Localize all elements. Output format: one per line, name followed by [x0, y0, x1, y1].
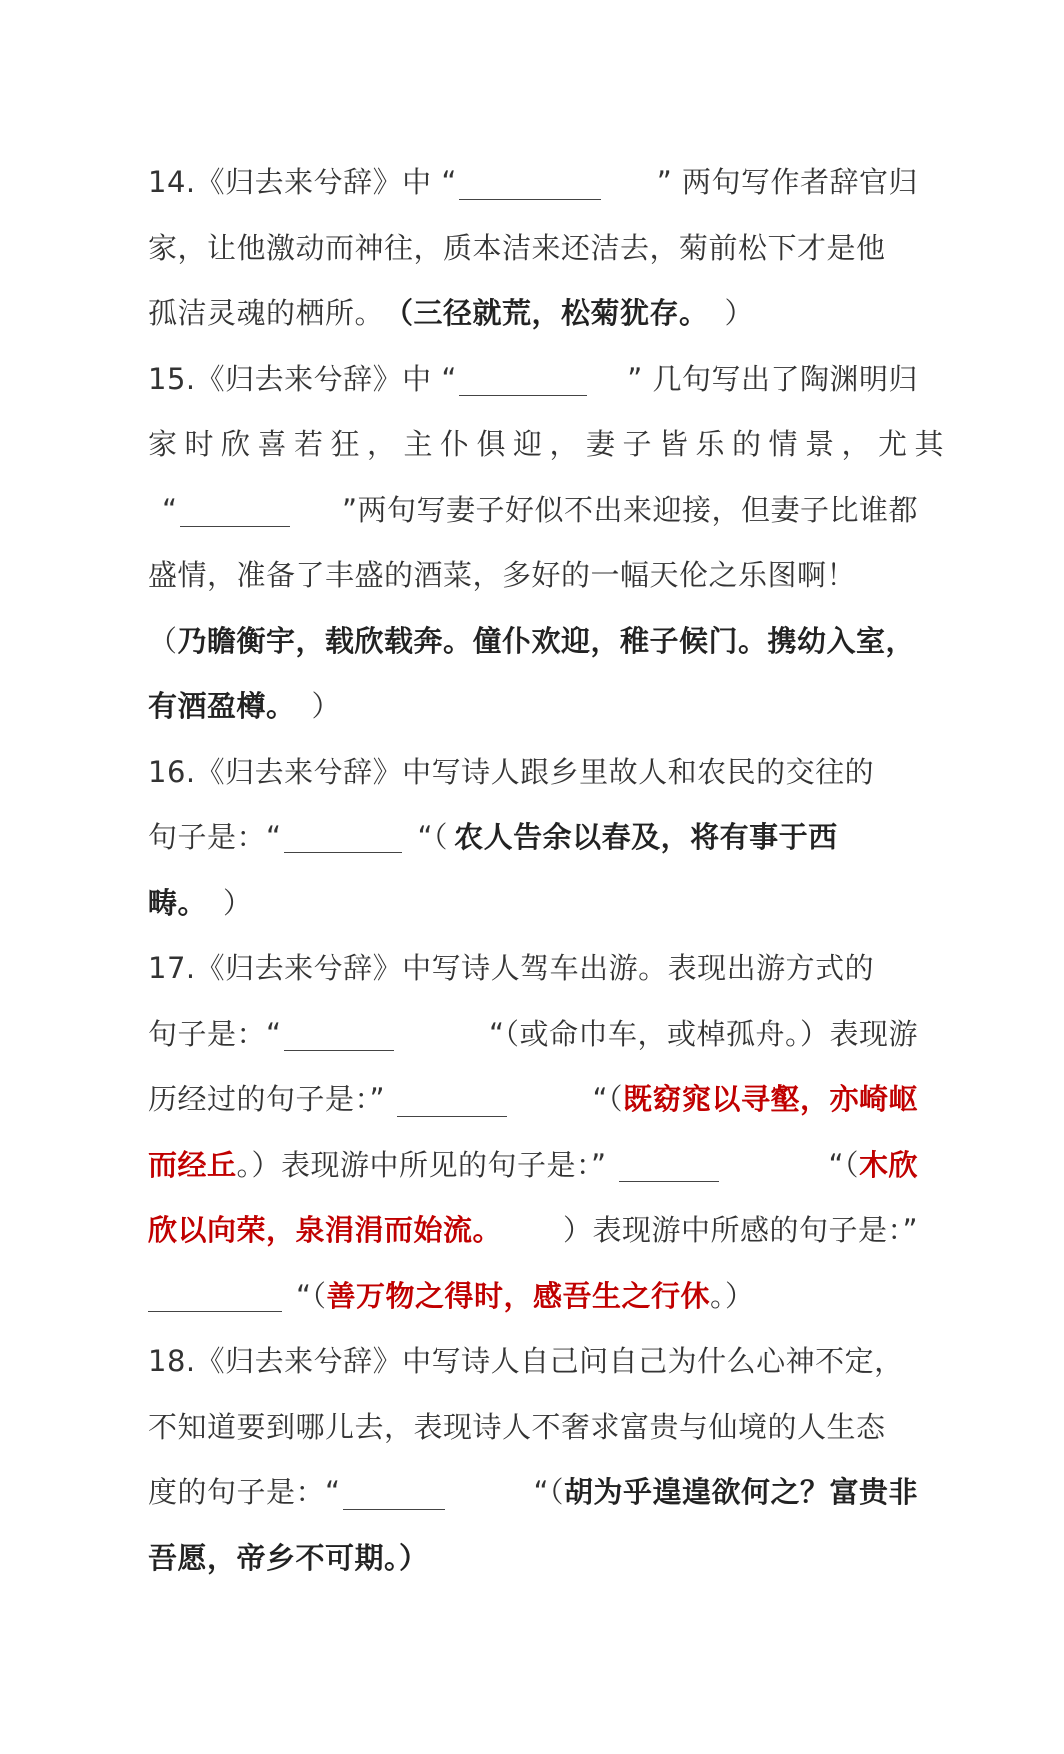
q17-answer-open: “（: [592, 1082, 623, 1116]
q17-line-5: [148, 1198, 918, 1264]
q17-line-6: [148, 1264, 918, 1330]
q14-text: 孤洁灵魂的栖所。: [148, 296, 385, 330]
q15-text: 家时欣喜若狂，主仆俱迎，妻子皆乐的情景，尤其: [148, 427, 952, 461]
q17-text: “（或命巾车，或棹孤舟。）表现游: [488, 1016, 918, 1051]
q15-answer: 乃瞻衡宇，载欣载奔。僮仆欢迎，稚子候门。携幼入室，: [177, 623, 916, 658]
q14-line-3: [148, 281, 918, 347]
q17-answer-journey: 而经丘: [148, 1147, 237, 1182]
q16-text: 16.《归去来兮辞》中写诗人跟乡里故人和农民的交往的: [148, 754, 875, 789]
q15-answer-open: （: [148, 623, 178, 658]
q17-answer-open: “（: [296, 1278, 327, 1313]
q15-blank-2: [180, 496, 290, 527]
q15-answer: 有酒盈樽。: [148, 689, 296, 723]
q17-line-4: [148, 1133, 918, 1199]
q14-blank: [459, 169, 601, 200]
q17-answer-open: “（: [828, 1147, 859, 1182]
q18-blank: [343, 1479, 445, 1510]
q18-line-4: [148, 1526, 918, 1592]
q15-line-4: [148, 543, 918, 609]
q15-line-2: [148, 412, 952, 478]
q15-line-3: [148, 478, 918, 544]
q17-answer-seen: 欣以向荣，泉涓涓而始流。: [148, 1213, 503, 1247]
q17-text: 。）表现游中所见的句子是：”: [236, 1147, 607, 1182]
q14-answer: （三径就荒，松菊犹存。: [384, 296, 709, 330]
q17-text: 17.《归去来兮辞》中写诗人驾车出游。表现出游方式的: [148, 951, 875, 985]
q16-answer-close: ）: [223, 885, 253, 920]
q18-text: 度的句子是：“: [148, 1475, 341, 1509]
q14-text: 家，让他激动而神往，质本洁来还洁去，菊前松下才是他: [148, 230, 886, 265]
q17-answer-felt: 善万物之得时，感吾生之行休: [326, 1278, 711, 1313]
q15-text: 盛情，准备了丰盛的酒菜，多好的一幅天伦之乐图啊！: [148, 558, 857, 592]
q17-answer-close: 。）: [710, 1278, 755, 1313]
q18-text: 18.《归去来兮辞》中写诗人自己问自己为什么心神不定，: [148, 1344, 904, 1378]
q17-blank-4: [148, 1281, 282, 1312]
document-body: [148, 150, 952, 1591]
q16-answer: 农人告余以春及，将有事于西: [454, 820, 838, 854]
q16-line-2: [148, 805, 918, 871]
q15-prefix: 15.《归去来兮辞》中 “: [148, 361, 457, 396]
q14-prefix: 14.《归去来兮辞》中 “: [148, 165, 457, 199]
q17-blank-3: [619, 1151, 719, 1182]
q18-text: 不知道要到哪儿去，表现诗人不奢求富贵与仙境的人生态: [148, 1409, 886, 1444]
q15-blank-1: [459, 365, 587, 396]
q16-blank: [284, 822, 402, 853]
q18-answer-open: “（: [533, 1475, 564, 1509]
q15-answer-close: ）: [311, 689, 342, 723]
q18-answer: 吾愿，帝乡不可期。）: [148, 1540, 429, 1575]
q15-text: ”两句写妻子好似不出来迎接，但妻子比谁都: [341, 492, 918, 527]
q17-line-3: [148, 1067, 918, 1133]
q14-text: ” 两句写作者辞官归: [656, 165, 918, 199]
q15-line-6: [148, 674, 918, 740]
q17-line-1: [148, 936, 918, 1002]
q14-line-2: [148, 216, 918, 282]
q14-line-1: [148, 150, 918, 216]
q15-line-1: [148, 347, 918, 413]
q16-text: 句子是：“: [148, 820, 282, 854]
q15-line-5: [148, 609, 918, 675]
q17-text: ）表现游中所感的句子是：”: [562, 1213, 918, 1247]
q17-blank-2: [397, 1086, 507, 1117]
q17-answer-journey: 既窈窕以寻壑，亦崎岖: [622, 1082, 918, 1116]
q15-text: ” 几句写出了陶渊明归: [627, 361, 918, 396]
q18-line-1: [148, 1329, 918, 1395]
q16-answer: 畴。: [148, 885, 208, 920]
q17-blank-1: [284, 1020, 394, 1051]
q18-line-2: [148, 1395, 918, 1461]
q17-text: 历经过的句子是：”: [148, 1082, 386, 1116]
q14-answer-close: ）: [724, 296, 755, 330]
q16-line-1: [148, 740, 918, 806]
q16-line-3: [148, 871, 918, 937]
q18-answer: 胡为乎遑遑欲何之？富贵非: [563, 1475, 918, 1509]
q16-answer-open: “（: [417, 820, 449, 854]
q17-answer-seen: 木欣: [858, 1147, 918, 1182]
q17-line-2: [148, 1002, 918, 1068]
q18-line-3: [148, 1460, 918, 1526]
q17-text: 句子是：“: [148, 1016, 282, 1051]
q15-quote-open: “: [162, 492, 178, 527]
